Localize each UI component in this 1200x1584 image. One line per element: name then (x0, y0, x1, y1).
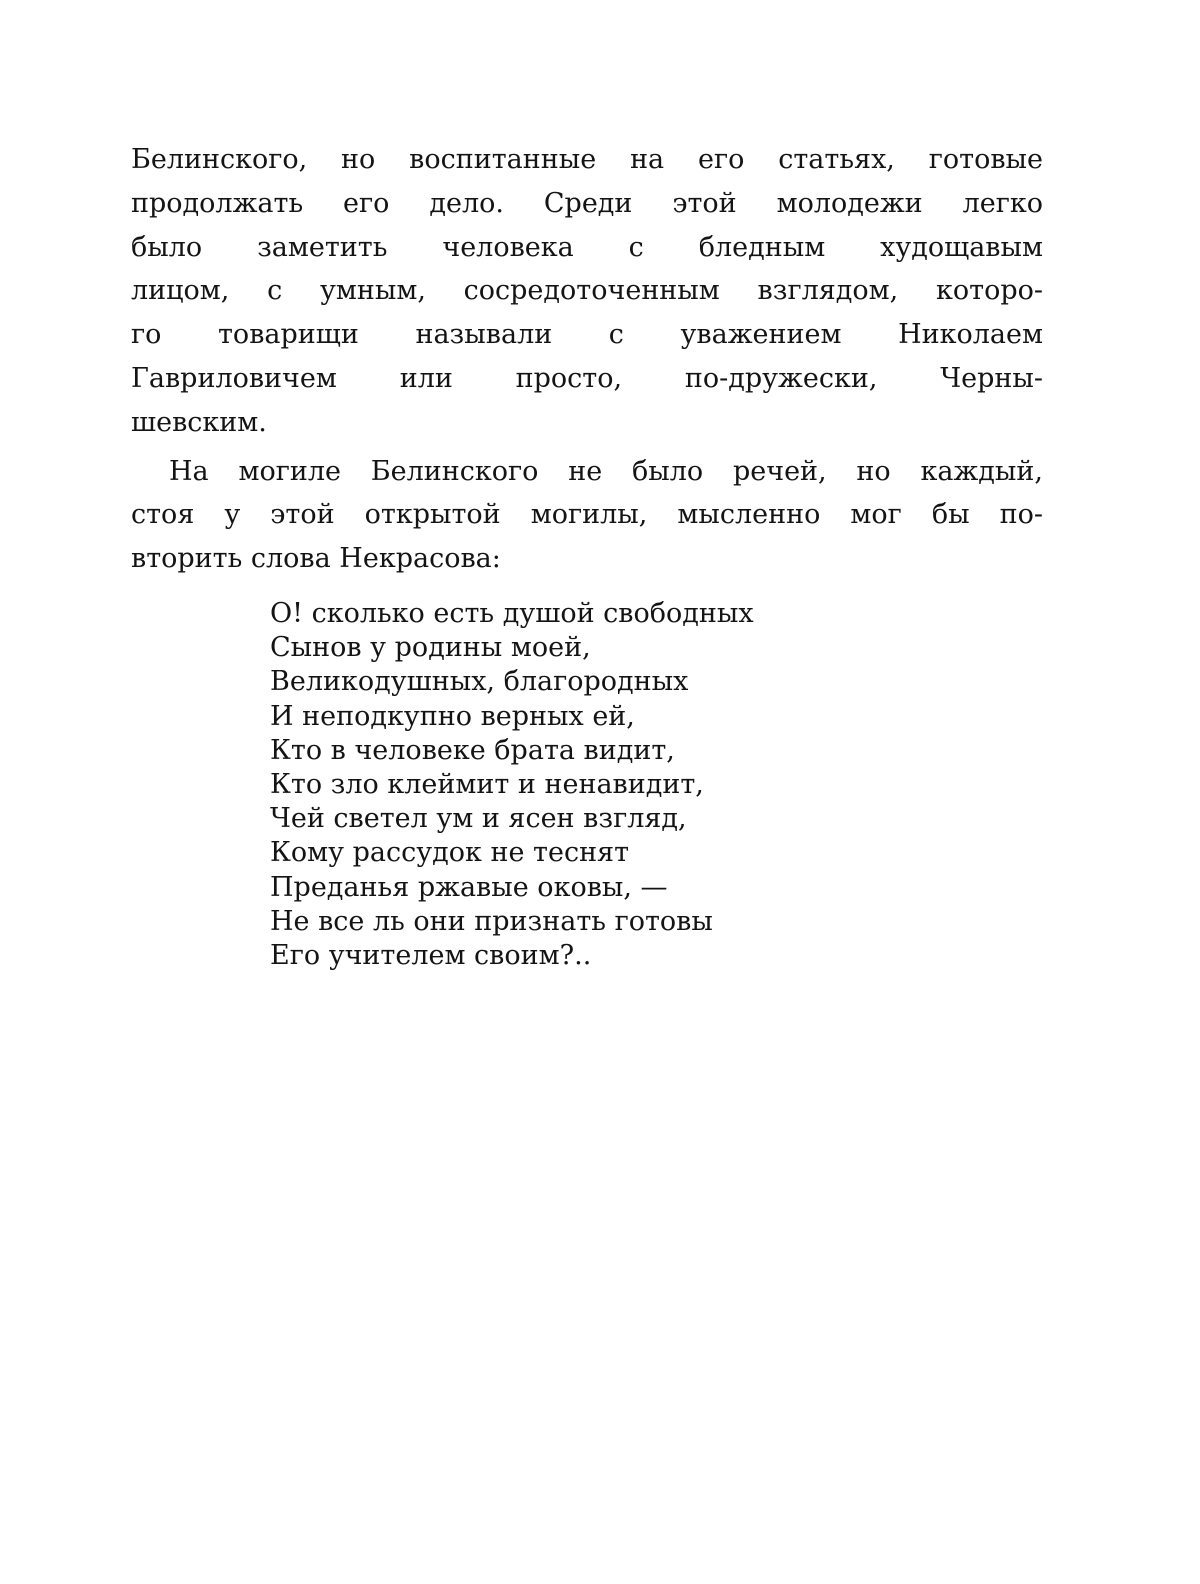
poem-line: Великодушных, благородных (270, 666, 689, 698)
poem-line: И неподкупно верных ей, (270, 700, 635, 732)
paragraph-line: Гавриловичем или просто, по-дружески, Черны- (131, 362, 1043, 394)
paragraph-line: Белинского, но воспитанные на его статьях, готовые (131, 144, 1043, 175)
paragraph-2 (131, 450, 1043, 581)
paragraph-line: лицом, с умным, сосредоточенным взглядом, которо- (131, 275, 1043, 307)
paragraph-line: стоя у этой открытой могилы, мысленно мог бы по- (131, 499, 1043, 531)
paragraph-1 (131, 138, 1043, 445)
poem-line: Чей светел ум и ясен взгляд, (270, 803, 687, 835)
poem-line: Его учителем своим?.. (270, 939, 592, 971)
paragraph-line: вторить слова Некрасова: (131, 543, 501, 575)
paragraph-line: продолжать его дело. Среди этой молодежи легко (131, 187, 1043, 219)
poem-line: Кто зло клеймит и ненавидит, (270, 768, 704, 800)
poem-line: Не все ль они признать готовы (270, 905, 713, 937)
prose-text (131, 138, 1043, 581)
poem-line: Преданья ржавые оковы, — (270, 871, 668, 903)
poem-line: О! сколько есть душой свободных (270, 598, 754, 629)
paragraph-line: На могиле Белинского не было речей, но каждый, (169, 455, 1043, 487)
poem-line: Кто в человеке брата видит, (270, 734, 675, 766)
poem-line: Сынов у родины моей, (270, 632, 591, 664)
poem-line: Кому рассудок не теснят (270, 837, 630, 869)
poem-quote (270, 597, 754, 973)
paragraph-line: шевским. (131, 406, 267, 438)
paragraph-line: го товарищи называли с уважением Николаем (131, 319, 1043, 351)
paragraph-line: было заметить человека с бледным худощавым (131, 231, 1043, 263)
